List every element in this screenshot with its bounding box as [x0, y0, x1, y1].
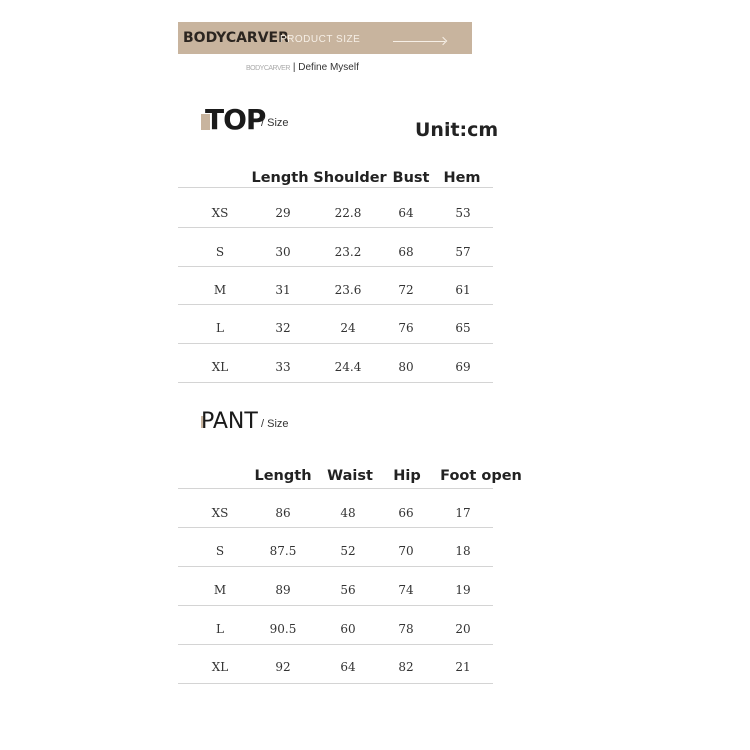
top-divider	[178, 266, 493, 267]
pant-cell: 90.5	[269, 622, 297, 636]
top-cell: 23.6	[334, 283, 362, 297]
pant-cell: 52	[340, 544, 356, 558]
pant-cell: 89	[275, 583, 291, 597]
top-header-hem: Hem	[443, 170, 481, 186]
arrow-head-icon	[439, 37, 447, 45]
top-cell: 33	[275, 360, 291, 374]
top-cell: 61	[455, 283, 471, 297]
arrow-right-icon	[393, 41, 445, 42]
pant-cell: 66	[398, 506, 414, 520]
pant-divider	[178, 488, 493, 489]
pant-header-waist: Waist	[327, 468, 373, 484]
header-banner	[178, 22, 472, 54]
pant-header-hip: Hip	[393, 468, 421, 484]
top-divider	[178, 343, 493, 344]
pant-cell: 20	[455, 622, 471, 636]
top-cell: 53	[455, 206, 471, 220]
top-cell: S	[215, 245, 225, 259]
top-size-table	[178, 168, 493, 388]
top-cell: 23.2	[334, 245, 362, 259]
tagline-text: | Define Myself	[292, 62, 359, 73]
top-cell: XS	[211, 206, 229, 220]
tagline-brand-faint: BODYCARVER	[246, 65, 290, 72]
pant-cell: 21	[455, 660, 471, 674]
top-cell: M	[213, 283, 227, 297]
pant-cell: M	[213, 583, 227, 597]
top-cell: 31	[275, 283, 291, 297]
pant-divider	[178, 605, 493, 606]
pant-cell: L	[216, 622, 224, 636]
banner-subtitle: PRODUCT SIZE	[280, 34, 361, 45]
pant-size-table	[178, 467, 522, 689]
pant-cell: S	[215, 544, 225, 558]
pant-divider	[178, 644, 493, 645]
top-cell: 80	[398, 360, 414, 374]
pant-cell: 60	[340, 622, 356, 636]
pant-cell: 48	[340, 506, 356, 520]
top-cell: 30	[275, 245, 291, 259]
pant-cell: 56	[340, 583, 356, 597]
top-cell: XL	[211, 360, 229, 374]
top-cell: 22.8	[334, 206, 362, 220]
top-cell: 65	[455, 321, 471, 335]
pant-cell: 70	[398, 544, 414, 558]
pant-cell: 87.5	[269, 544, 297, 558]
pant-divider	[178, 527, 493, 528]
pant-cell: 17	[455, 506, 471, 520]
top-divider	[178, 382, 493, 383]
top-cell: 68	[398, 245, 414, 259]
top-cell: 24.4	[334, 360, 362, 374]
top-divider	[178, 227, 493, 228]
top-header-length: Length	[251, 170, 309, 186]
top-cell: 57	[455, 245, 471, 259]
top-cell: 69	[455, 360, 471, 374]
pant-cell: 82	[398, 660, 414, 674]
top-header-shoulder: Shoulder	[313, 170, 387, 186]
pant-cell: 64	[340, 660, 356, 674]
pant-cell: 86	[275, 506, 291, 520]
pant-header-length: Length	[254, 468, 312, 484]
top-cell: 72	[398, 283, 414, 297]
top-divider	[178, 187, 493, 188]
top-divider	[178, 304, 493, 305]
top-cell: L	[216, 321, 224, 335]
pant-cell: 74	[398, 583, 414, 597]
top-size-label: / Size	[261, 117, 289, 129]
top-section-title: TOP	[205, 103, 266, 136]
pant-header-foot-open: Foot open	[440, 468, 522, 484]
brand-name: BODYCARVER	[183, 30, 289, 46]
pant-cell: 19	[455, 583, 471, 597]
pant-divider	[178, 683, 493, 684]
top-cell: 24	[340, 321, 356, 335]
top-cell: 29	[275, 206, 291, 220]
pant-cell: XL	[211, 660, 229, 674]
pant-cell: 78	[398, 622, 414, 636]
pant-cell: 92	[275, 660, 291, 674]
top-cell: 64	[398, 206, 414, 220]
unit-label: Unit:cm	[415, 119, 499, 141]
pant-size-label: / Size	[261, 418, 289, 430]
top-cell: 32	[275, 321, 291, 335]
pant-cell: 18	[455, 544, 471, 558]
top-cell: 76	[398, 321, 414, 335]
pant-cell: XS	[211, 506, 229, 520]
top-header-bust: Bust	[392, 170, 430, 186]
tagline	[246, 62, 359, 73]
pant-section-title: PANT	[201, 409, 258, 434]
pant-divider	[178, 566, 493, 567]
